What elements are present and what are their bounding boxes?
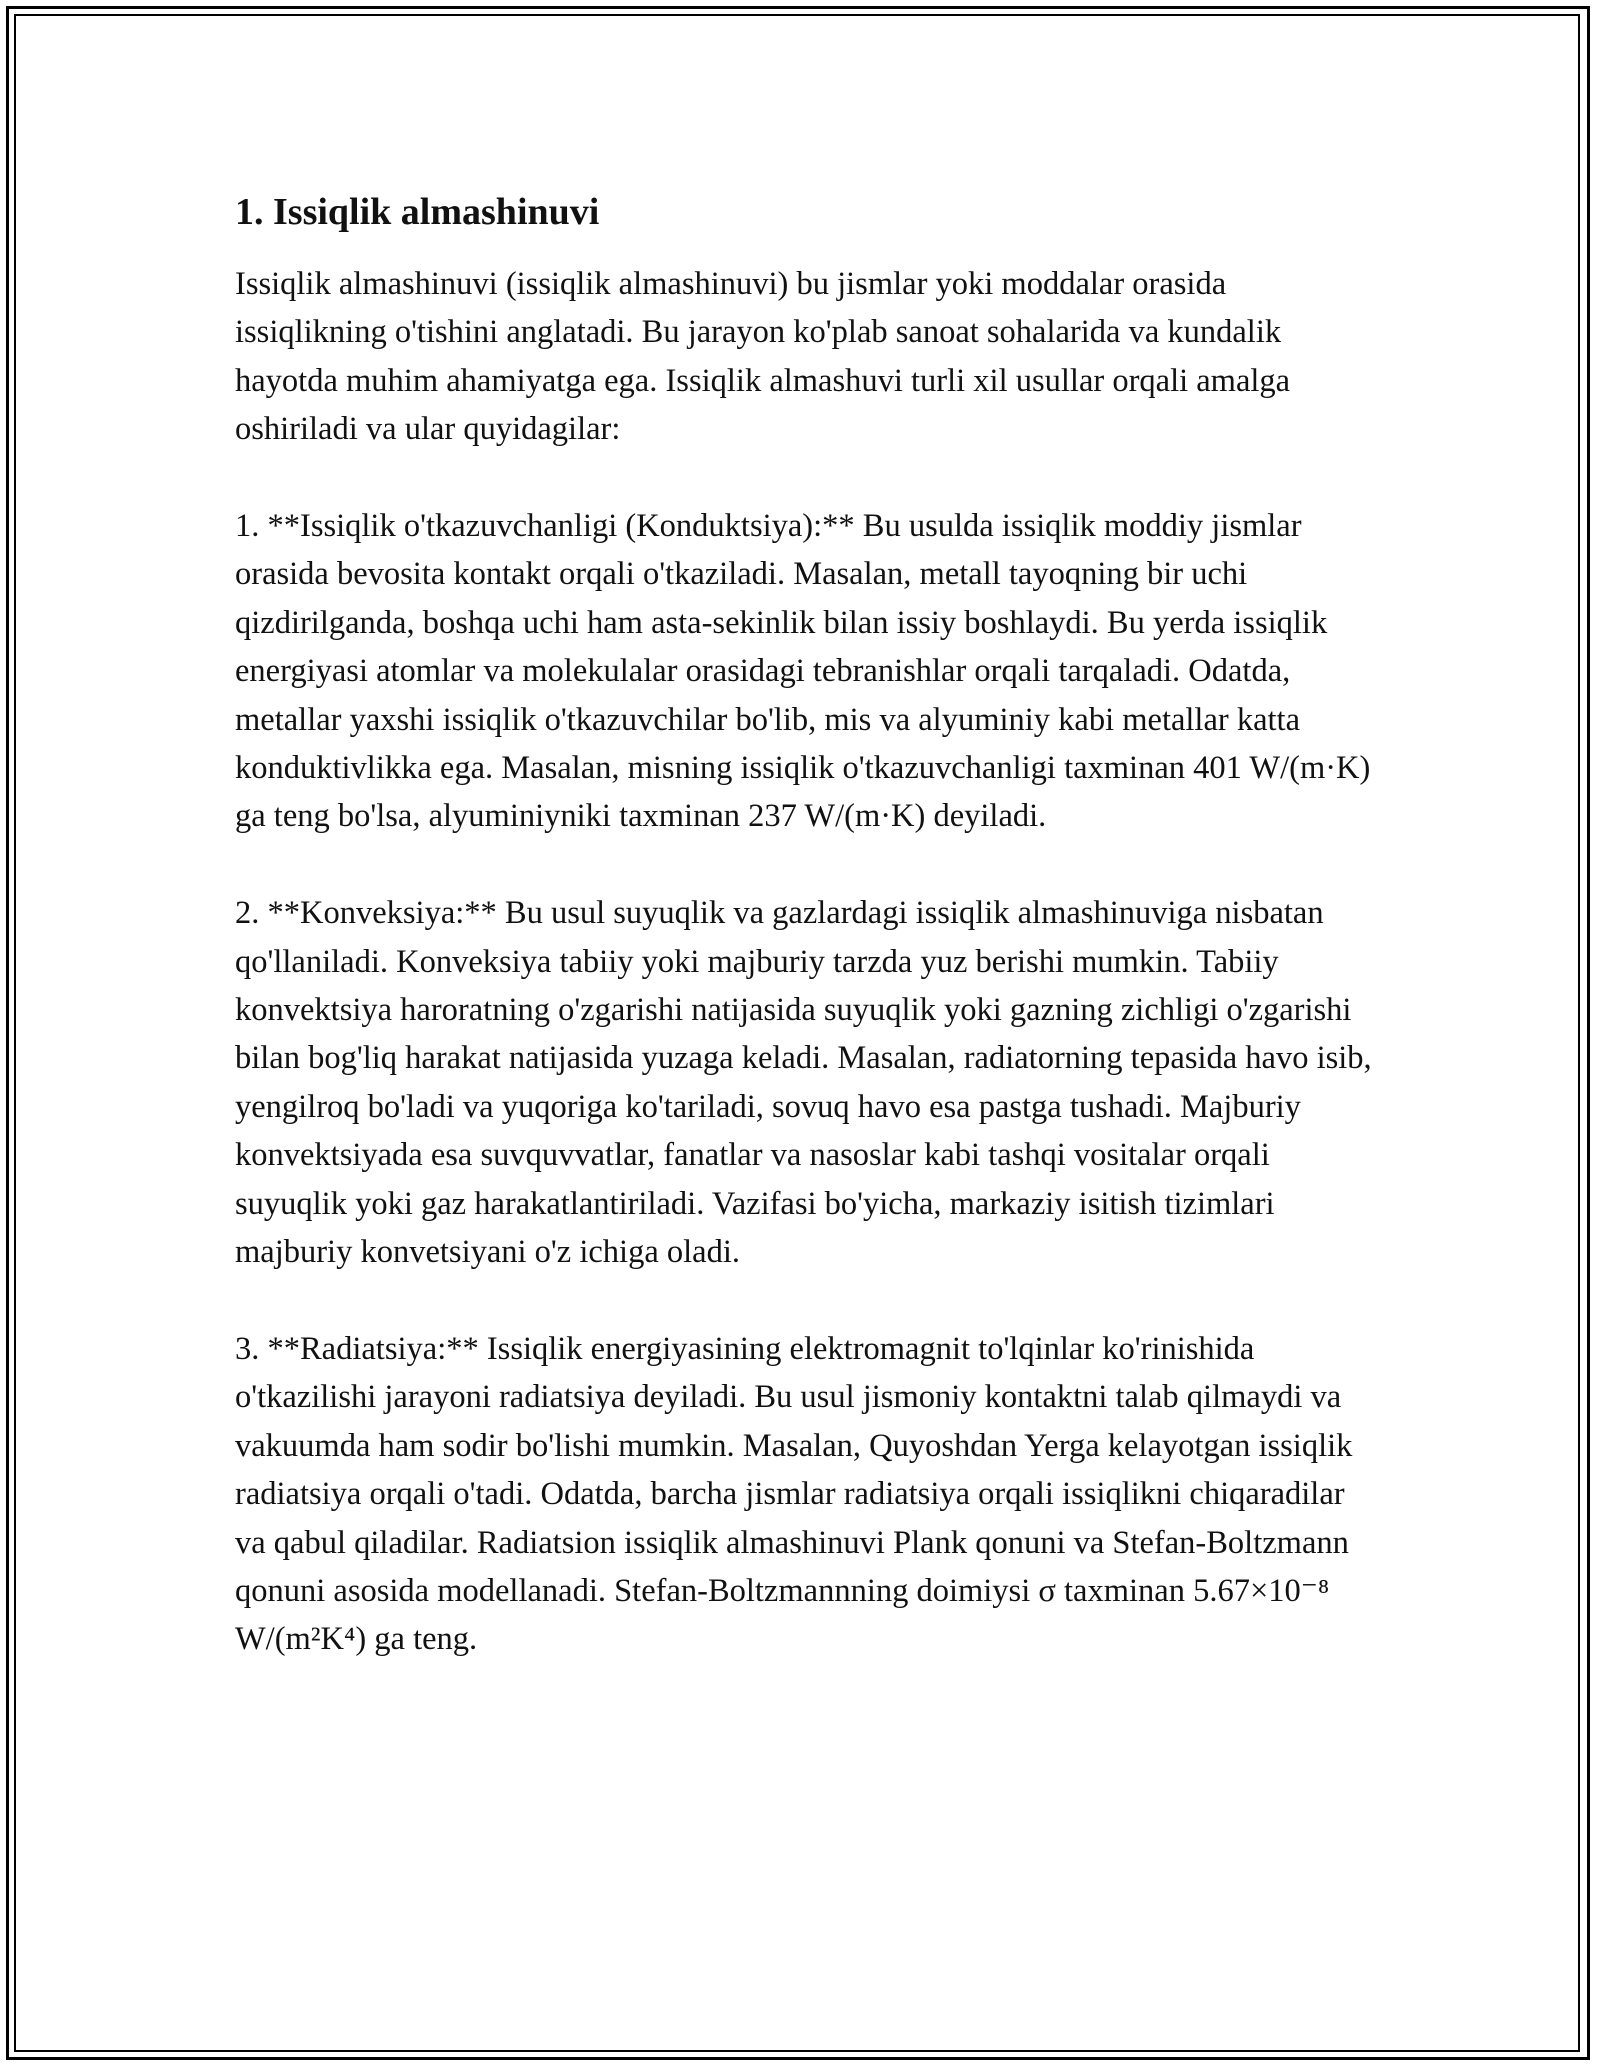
section-heading: 1. Issiqlik almashinuvi xyxy=(235,191,600,233)
conduction-paragraph: 1. **Issiqlik o'tkazuvchanligi (Konduktsiya):** Bu usulda issiqlik moddiy jismlar orasida bevosita kontakt orqali o'tkaziladi. Masalan, metall tayoqning bir uchi qizdirilganda, boshqa uchi ham asta-sekinlik bilan issiy boshlaydi. Bu yerda issiqlik energiyasi atomlar va molekulalar orasidagi tebranishlar orqali tarqaladi. Odatda, metallar yaxshi issiqlik o'tkazuvchilar bo'lib, mis va alyuminiy kabi metallar katta konduktivlikka ega. Masalan, misning issiqlik o'tkazuvchanligi taxminan 401 W/(m·K) ga teng bo'lsa, alyuminiyniki taxminan 237 W/(m·K) deyiladi. xyxy=(235,508,1371,835)
radiation-paragraph: 3. **Radiatsiya:** Issiqlik energiyasining elektromagnit to'lqinlar ko'rinishida o'tkazilishi jarayoni radiatsiya deyiladi. Bu usul jismoniy kontaktni talab qilmaydi va vakuumda ham sodir bo'lishi mumkin. Masalan, Quyoshdan Yerga kelayotgan issiqlik radiatsiya orqali o'tadi. Odatda, barcha jismlar radiatsiya orqali issiqlikni chiqaradilar va qabul qiladilar. Radiatsion issiqlik almashinuvi Plank qonuni va Stefan-Boltzmann qonuni asosida modellanadi. Stefan-Boltzmannning doimiysi σ taxminan 5.67×10⁻⁸ W/(m²K⁴) ga teng. xyxy=(235,1330,1353,1658)
convection-paragraph: 2. **Konveksiya:** Bu usul suyuqlik va gazlardagi issiqlik almashinuviga nisbatan qo'llaniladi. Konveksiya tabiiy yoki majburiy tarzda yuz berishi mumkin. Tabiiy konvektsiya haroratning o'zgarishi natijasida suyuqlik yoki gazning zichligi o'zgarishi bilan bog'liq harakat natijasida yuzaga keladi. Masalan, radiatorning tepasida havo isib, yengilroq bo'ladi va yuqoriga ko'tariladi, sovuq havo esa pastga tushadi. Majburiy konvektsiyada esa suvquvvatlar, fanatlar va nasoslar kabi tashqi vositalar orqali suyuqlik yoki gaz harakatlantiriladi. Vazifasi bo'yicha, markaziy isitish tizimlari majburiy konvetsiyani o'z ichiga oladi. xyxy=(235,895,1372,1271)
intro-paragraph: Issiqlik almashinuvi (issiqlik almashinuvi) bu jismlar yoki moddalar orasida issiqlikning o'tishini anglatadi. Bu jarayon ko'plab sanoat sohalarida va kundalik hayotda muhim ahamiyatga ega. Issiqlik almashuvi turli xil usullar orqali amalga oshiriladi va ular quyidagilar: xyxy=(235,266,1291,448)
document-body xyxy=(235,186,1375,1712)
